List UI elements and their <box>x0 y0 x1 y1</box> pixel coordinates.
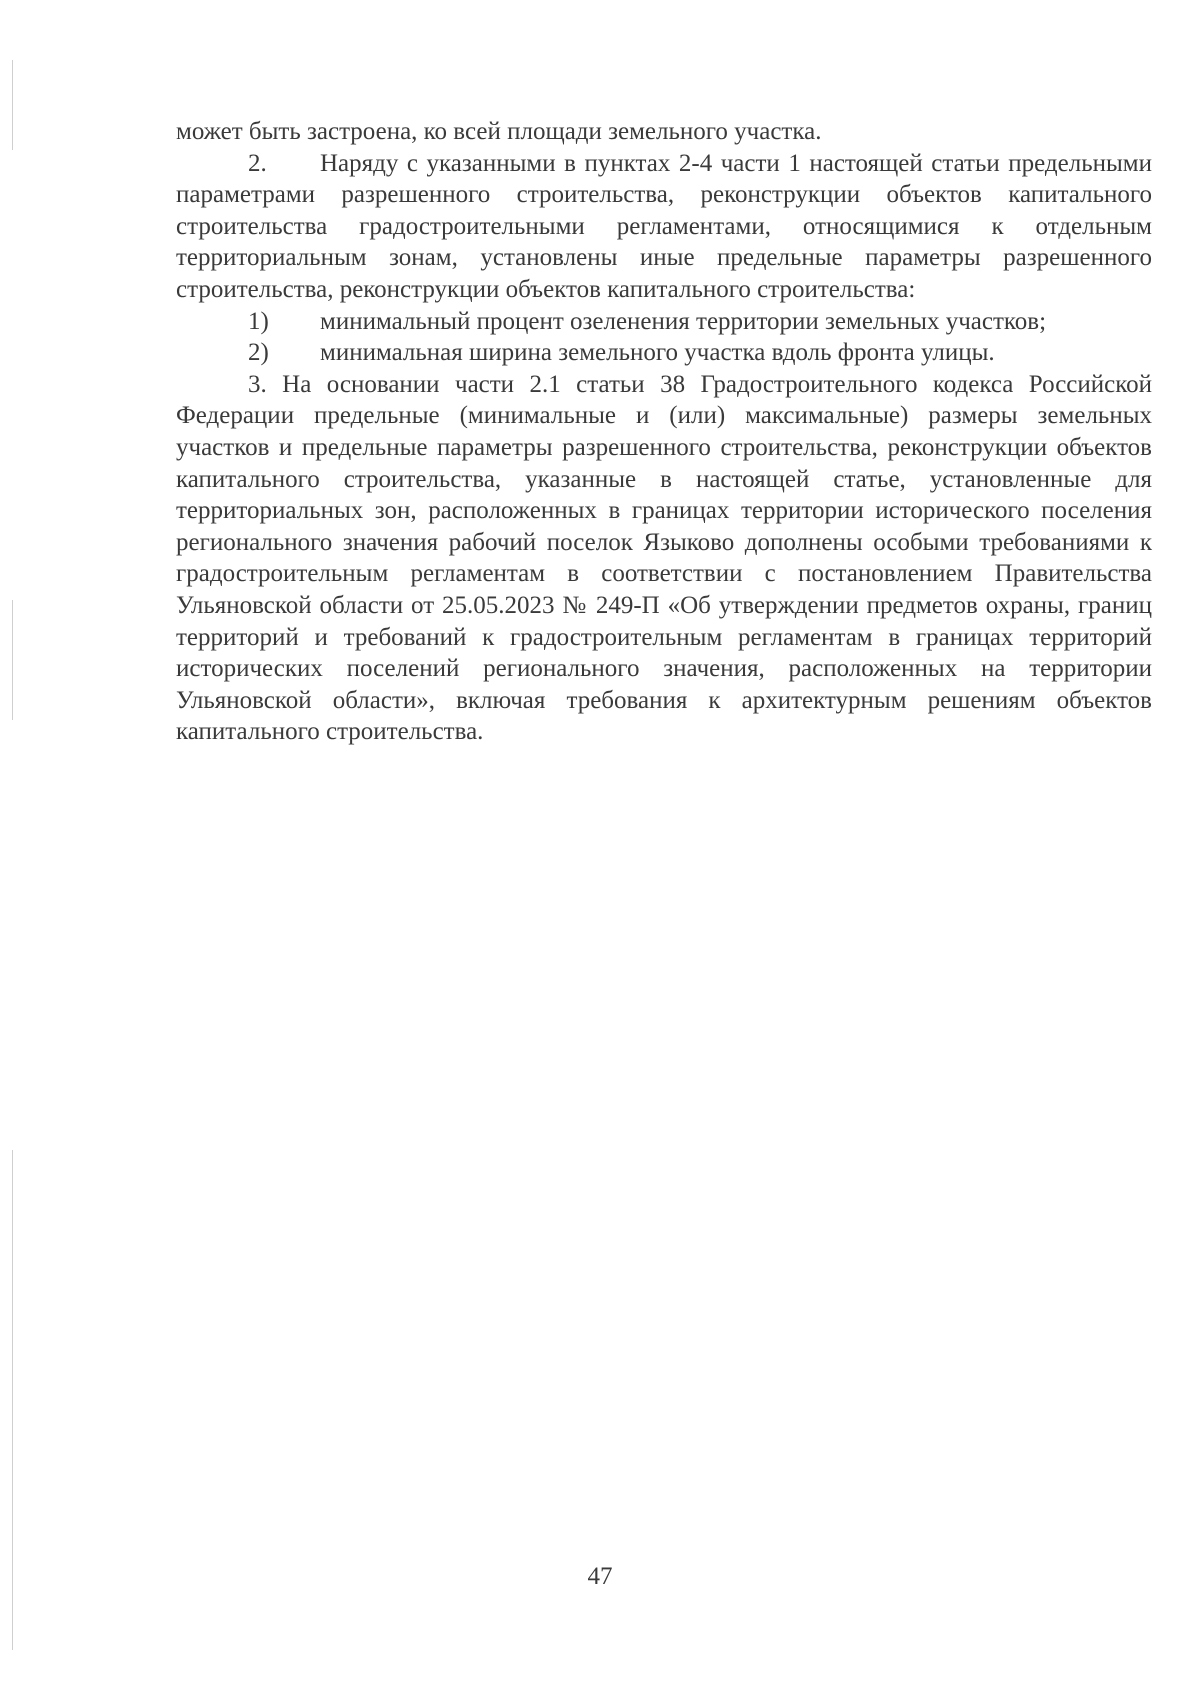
scan-edge-mark <box>12 60 13 150</box>
list-item-marker: 2) <box>248 339 269 367</box>
paragraph-2-text: Наряду с указанными в пунктах 2-4 части 1 настоящей статьи предельными параметрами разрешенного строительства, реконструкции объектов капитального строительства градостроительными регламентами, относящимися к отдельным территориальным зонам, установлены иные предельные параметры разрешенного строительства, реконструкции объектов капитального строительства: <box>176 149 1152 303</box>
list-item-marker: 1) <box>248 307 269 335</box>
list-item-text: минимальный процент озеленения территории земельных участков; <box>320 307 1047 335</box>
list-item-text: минимальная ширина земельного участка вдоль фронта улицы. <box>320 339 995 367</box>
scan-edge-mark <box>12 600 13 720</box>
continuation-paragraph: может быть застроена, ко всей площади земельного участка. <box>176 118 822 145</box>
page-number: 47 <box>587 1563 613 1590</box>
paragraph-3: 3. На основании части 2.1 статьи 38 Градостроительного кодекса Российской Федерации предельные (минимальные и (или) максимальные) размеры земельных участков и предельные параметры разрешенного строительства, реконструкции объектов капитального строительства, указанные в настоящей статье, установленные для территориальных зон, расположенных в границах территории исторического поселения регионального значения рабочий поселок Языково дополнены особыми требованиями к градостроительным регламентам в соответствии с постановлением Правительства Ульяновской области от 25.05.2023 № 249-П «Об утверждении предметов охраны, границ территорий и требований к градостроительным регламентам в границах территорий исторических поселений регионального значения, расположенных на территории Ульяновской области», включая требования к архитектурным решениям объектов капитального строительства. <box>176 370 1152 746</box>
list-item <box>176 306 1152 338</box>
paragraph-2-number: 2. <box>248 149 267 177</box>
list-item <box>176 337 1152 369</box>
document-body <box>176 116 1152 748</box>
paragraph-2 <box>176 148 1152 306</box>
